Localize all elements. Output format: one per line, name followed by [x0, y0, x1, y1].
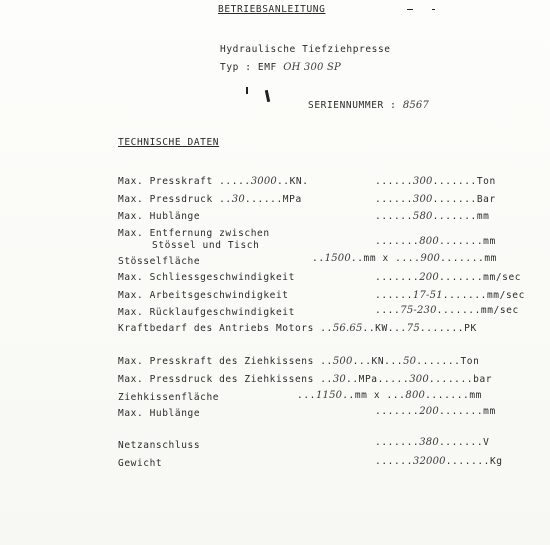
spec-value: ......300.......Ton	[375, 176, 496, 187]
spec-row: Max. Schliessgeschwindigkeit	[118, 272, 295, 283]
spec-value: ...1150..mm x ...800.......mm	[297, 390, 482, 401]
scan-speck	[432, 9, 435, 10]
spec-row: Max. Pressdruck ..30......MPa	[118, 194, 302, 205]
spec-value: .......200.......mm	[375, 406, 496, 417]
spec-row: Stössel und Tisch	[152, 240, 260, 251]
section-title: TECHNISCHE DATEN	[118, 137, 220, 148]
spec-row: Max. Rücklaufgeschwindigkeit	[118, 307, 295, 318]
power-value: .......380.......V	[375, 437, 490, 448]
weight-value: ......32000.......Kg	[375, 456, 503, 467]
scan-speck	[407, 9, 413, 10]
machine-name: Hydraulische Tiefziehpresse	[220, 44, 391, 55]
doc-title: BETRIEBSANLEITUNG	[218, 4, 326, 15]
scan-mark	[246, 87, 248, 94]
spec-row: Kraftbedarf des Antriebs Motors ..56.65..KW...75.......PK	[118, 323, 477, 334]
power-label: Netzanschluss	[118, 440, 201, 451]
spec-row: Max. Hublänge	[118, 408, 201, 419]
type-value: OH 300 SP	[283, 62, 341, 73]
spec-row: Max. Pressdruck des Ziehkissens ..30..MPa.....300.......bar	[118, 374, 493, 385]
serial-line	[308, 100, 429, 112]
scan-mark	[265, 90, 270, 102]
spec-value: ..1500..mm x ....900.......mm	[312, 253, 497, 264]
spec-value: ......580.......mm	[375, 211, 490, 222]
spec-value: .......200.......mm/sec	[375, 272, 522, 283]
spec-row: Ziehkissenfläche	[118, 392, 220, 403]
spec-row: Max. Arbeitsgeschwindigkeit	[118, 290, 289, 301]
spec-value: .......800.......mm	[375, 236, 496, 247]
type-line	[220, 62, 341, 74]
spec-row: Max. Entfernung zwischen	[118, 228, 270, 239]
spec-row: Stösselfläche	[118, 256, 201, 267]
spec-value: ......300.......Bar	[375, 194, 496, 205]
spec-row: Max. Hublänge	[118, 211, 201, 222]
type-label: Typ : EMF	[220, 62, 277, 73]
spec-row: Max. Presskraft des Ziehkissens ..500...KN...50.......Ton	[118, 356, 480, 367]
spec-value: ....75-230.......mm/sec	[375, 305, 519, 316]
serial-label: SERIENNUMMER :	[308, 100, 397, 111]
serial-value: 8567	[402, 100, 430, 111]
spec-row: Max. Presskraft .....3000..KN.	[118, 176, 309, 187]
weight-label: Gewicht	[118, 458, 163, 469]
spec-value: ......17-51.......mm/sec	[375, 290, 525, 301]
